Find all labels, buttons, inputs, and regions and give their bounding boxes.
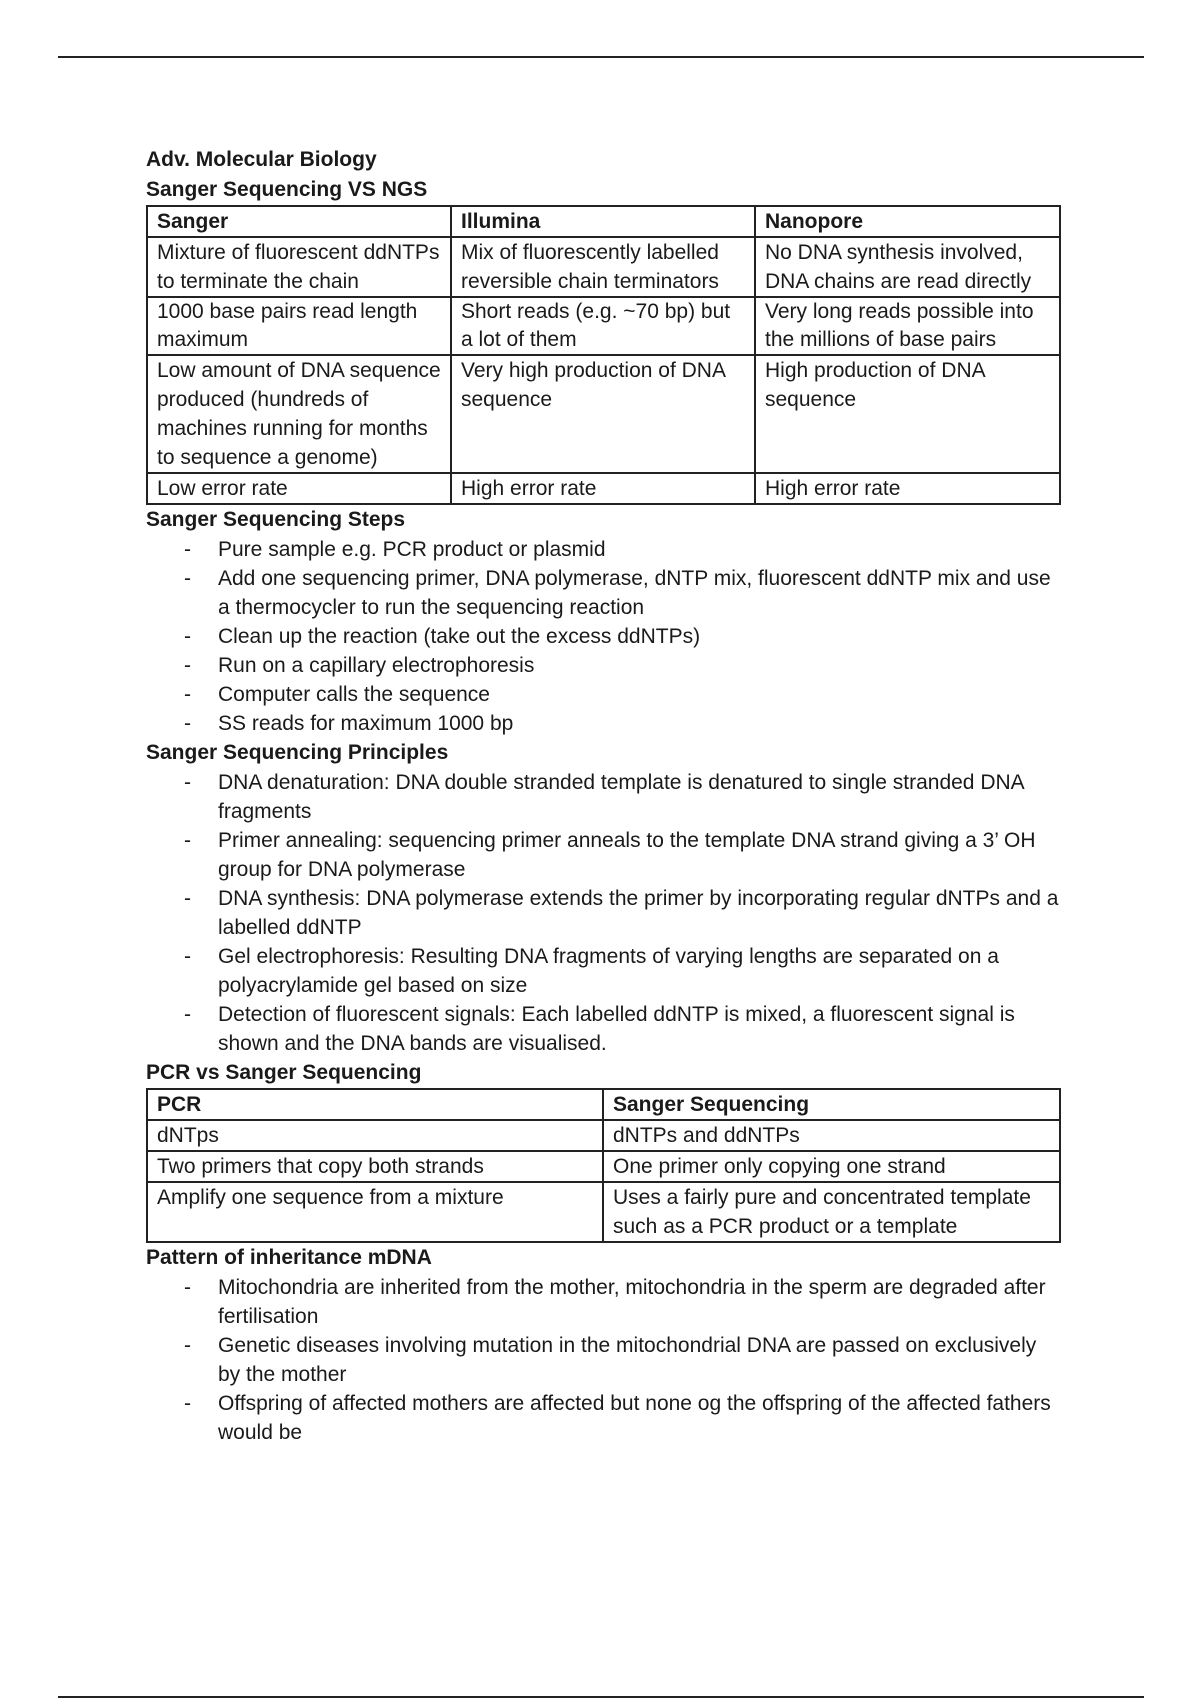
sanger-steps-heading: Sanger Sequencing Steps xyxy=(146,508,406,531)
course-title: Adv. Molecular Biology xyxy=(146,148,377,171)
list-item: - Detection of fluorescent signals: Each labelled ddNTP is mixed, a fluorescent signal is shown and the DNA bands are visualised. xyxy=(218,1000,1062,1058)
table-row xyxy=(147,1151,1060,1182)
sanger-vs-ngs-heading: Sanger Sequencing VS NGS xyxy=(146,178,428,201)
table-cell: Short reads (e.g. ~70 bp) but a lot of them xyxy=(451,297,755,355)
sanger-steps-list xyxy=(146,535,1062,738)
list-item: - DNA synthesis: DNA polymerase extends the primer by incorporating regular dNTPs and a labelled ddNTP xyxy=(218,884,1062,942)
table-header-cell: Sanger Sequencing xyxy=(603,1089,1060,1120)
table-cell: Low error rate xyxy=(147,473,451,504)
list-item: - DNA denaturation: DNA double stranded template is denatured to single stranded DNA fragments xyxy=(218,768,1062,826)
table-cell: Two primers that copy both strands xyxy=(147,1151,603,1182)
table-cell: One primer only copying one strand xyxy=(603,1151,1060,1182)
table-row xyxy=(147,1182,1060,1242)
table-cell: Mix of fluorescently labelled reversible chain terminators xyxy=(451,237,755,297)
table-header-cell: Nanopore xyxy=(755,206,1060,237)
document-page xyxy=(146,145,1062,1447)
table-row xyxy=(147,297,1060,355)
header-rule xyxy=(58,56,1144,58)
list-item: - Genetic diseases involving mutation in the mitochondrial DNA are passed on exclusively by the mother xyxy=(218,1331,1062,1389)
inheritance-heading: Pattern of inheritance mDNA xyxy=(146,1246,432,1269)
footer-rule xyxy=(58,1696,1144,1698)
list-item: - Pure sample e.g. PCR product or plasmid xyxy=(218,535,1062,564)
sanger-principles-list xyxy=(146,768,1062,1058)
table-cell: Amplify one sequence from a mixture xyxy=(147,1182,603,1242)
table-cell: dNTps xyxy=(147,1120,603,1151)
table-header-cell: Sanger xyxy=(147,206,451,237)
sanger-principles-heading: Sanger Sequencing Principles xyxy=(146,741,449,764)
list-item: - Clean up the reaction (take out the excess ddNTPs) xyxy=(218,622,1062,651)
table-cell: dNTPs and ddNTPs xyxy=(603,1120,1060,1151)
table-cell: Very high production of DNA sequence xyxy=(451,355,755,473)
table-row xyxy=(147,1120,1060,1151)
table-header-row xyxy=(147,1089,1060,1120)
table-cell: Low amount of DNA sequence produced (hundreds of machines running for months to sequence a genome) xyxy=(147,355,451,473)
list-item: - Gel electrophoresis: Resulting DNA fragments of varying lengths are separated on a polyacrylamide gel based on size xyxy=(218,942,1062,1000)
table-cell: High production of DNA sequence xyxy=(755,355,1060,473)
table-header-row xyxy=(147,206,1060,237)
list-item: - Run on a capillary electrophoresis xyxy=(218,651,1062,680)
list-item: - Primer annealing: sequencing primer anneals to the template DNA strand giving a 3’ OH group for DNA polymerase xyxy=(218,826,1062,884)
table-header-cell: Illumina xyxy=(451,206,755,237)
list-item: - Mitochondria are inherited from the mother, mitochondria in the sperm are degraded after fertilisation xyxy=(218,1273,1062,1331)
list-item: - Offspring of affected mothers are affected but none og the offspring of the affected fathers would be xyxy=(218,1389,1062,1447)
table-cell: 1000 base pairs read length maximum xyxy=(147,297,451,355)
table-cell: Very long reads possible into the millions of base pairs xyxy=(755,297,1060,355)
table-header-cell: PCR xyxy=(147,1089,603,1120)
inheritance-list xyxy=(146,1273,1062,1447)
list-item: - Add one sequencing primer, DNA polymerase, dNTP mix, fluorescent ddNTP mix and use a thermocycler to run the sequencing reaction xyxy=(218,564,1062,622)
table-row xyxy=(147,355,1060,473)
table-cell: No DNA synthesis involved, DNA chains are read directly xyxy=(755,237,1060,297)
table-cell: Mixture of fluorescent ddNTPs to terminate the chain xyxy=(147,237,451,297)
list-item: - Computer calls the sequence xyxy=(218,680,1062,709)
table-row xyxy=(147,473,1060,504)
pcr-vs-sanger-table xyxy=(146,1088,1061,1243)
list-item: - SS reads for maximum 1000 bp xyxy=(218,709,1062,738)
table-cell: High error rate xyxy=(451,473,755,504)
sanger-vs-ngs-table xyxy=(146,205,1061,505)
table-cell: Uses a fairly pure and concentrated template such as a PCR product or a template xyxy=(603,1182,1060,1242)
pcr-vs-sanger-heading: PCR vs Sanger Sequencing xyxy=(146,1061,422,1084)
table-row xyxy=(147,237,1060,297)
table-cell: High error rate xyxy=(755,473,1060,504)
